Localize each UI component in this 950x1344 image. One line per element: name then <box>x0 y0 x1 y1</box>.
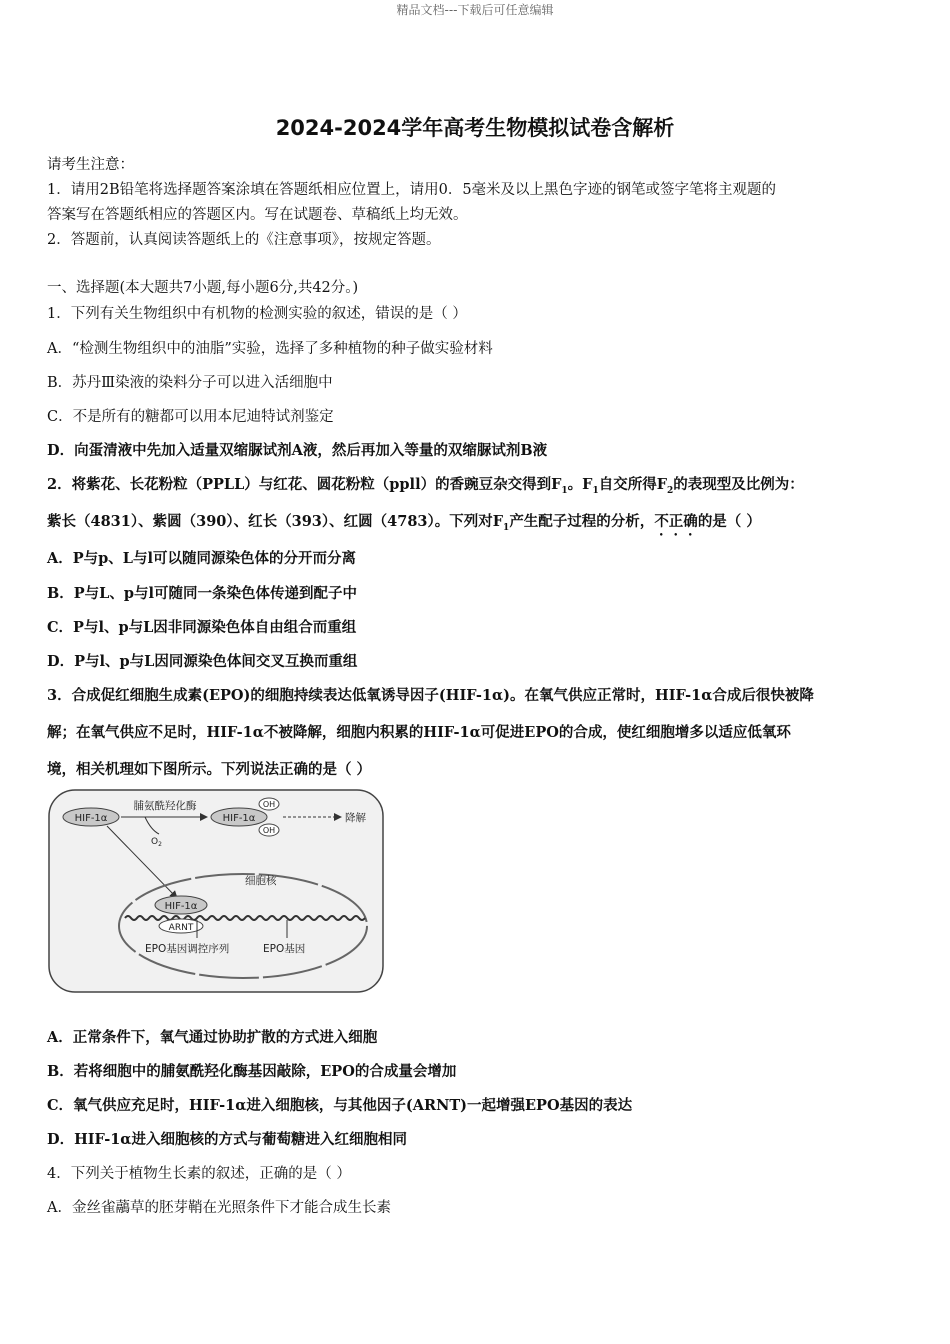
section-heading: 一、选择题(本大题共7小题,每小题6分,共42分。) <box>47 280 359 296</box>
q1-option-c: C．不是所有的糖都可以用本尼迪特试剂鉴定 <box>47 409 334 425</box>
q2-option-b: B．P与L、p与l可随同一条染色体传递到配子中 <box>47 585 357 602</box>
q3-option-a: A．正常条件下，氧气通过协助扩散的方式进入细胞 <box>47 1029 378 1046</box>
q4-option-a: A．金丝雀虉草的胚芽鞘在光照条件下才能合成生长素 <box>47 1200 391 1216</box>
dna-strand <box>125 916 365 920</box>
q3-option-d: D．HIF-1α进入细胞核的方式与葡萄糖进入红细胞相同 <box>47 1131 407 1148</box>
emphasis-text: 不正确 <box>654 513 698 530</box>
epo-gene-label: EPO基因 <box>263 943 306 955</box>
q2-option-d: D．P与l、p与L因同源染色体间交叉互换而重组 <box>47 653 358 670</box>
q1-option-a: A．“检测生物组织中的油脂”实验，选择了多种植物的种子做实验材料 <box>47 341 493 357</box>
arnt-label: ARNT <box>168 923 194 933</box>
q3-option-b: B．若将细胞中的脯氨酰羟化酶基因敲除，EPO的合成量会增加 <box>47 1063 457 1080</box>
q3-stem-line1: 3．合成促红细胞生成素(EPO)的细胞持续表达低氧诱导因子(HIF-1α)。在氧气供应正常时，HIF-1α合成后很快被降 <box>47 687 814 704</box>
q2-stem-line1: 2．将紫花、长花粉粒（PPLL）与红花、圆花粉粒（ppll）的香豌豆杂交得到$F_1$。$F_1$自交所得$F_2$的表现型及比例为： <box>47 476 804 496</box>
oh-label-bottom: OH <box>262 826 276 835</box>
q3-stem-line2: 解；在氧气供应不足时，HIF-1α不被降解，细胞内积累的HIF-1α可促进EPO的合成，使红细胞增多以适应低氧环 <box>47 724 791 741</box>
hif-label-1: HIF-1α <box>74 813 108 824</box>
hif-mechanism-diagram <box>47 786 385 996</box>
q2-option-a: A．P与p、L与l可以随同源染色体的分开而分离 <box>47 550 356 567</box>
hif-label-3: HIF-1α <box>164 901 198 912</box>
page-header: 精品文档---下载后可任意编辑 <box>396 3 554 17</box>
q2-option-c: C．P与l、p与L因非同源染色体自由组合而重组 <box>47 619 357 636</box>
nucleus-label: 细胞核 <box>245 875 277 887</box>
degrade-label: 降解 <box>345 812 366 824</box>
notice-item1-line1: 1．请用2B铅笔将选择题答案涂填在答题纸相应位置上，请用0．5毫米及以上黑色字迹的钢笔或签字笔将主观题的 <box>47 182 777 198</box>
q3-option-c: C．氧气供应充足时，HIF-1α进入细胞核，与其他因子(ARNT)一起增强EPO基因的表达 <box>47 1097 633 1114</box>
notice-item1-line2: 答案写在答题纸相应的答题区内。写在试题卷、草稿纸上均无效。 <box>47 207 468 223</box>
notice-heading: 请考生注意： <box>47 157 134 173</box>
enzyme-label: 脯氨酰羟化酶 <box>133 800 197 812</box>
q1-option-d: D．向蛋清液中先加入适量双缩脲试剂A液，然后再加入等量的双缩脲试剂B液 <box>47 442 548 459</box>
q1-option-b: B．苏丹Ⅲ染液的染料分子可以进入活细胞中 <box>47 375 333 391</box>
notice-item2: 2．答题前，认真阅读答题纸上的《注意事项》，按规定答题。 <box>47 232 441 248</box>
page-title: 2024-2024学年高考生物模拟试卷含解析 <box>275 116 675 140</box>
q3-stem-line3: 境，相关机理如下图所示。下列说法正确的是（ ） <box>47 761 372 778</box>
q1-stem: 1．下列有关生物组织中有机物的检测实验的叙述，错误的是（ ） <box>47 306 467 322</box>
hif-label-2: HIF-1α <box>222 813 256 824</box>
oh-label-top: OH <box>262 800 276 809</box>
q4-stem: 4．下列关于植物生长素的叙述，正确的是（ ） <box>47 1166 351 1182</box>
o2-label: $O_2$ <box>151 837 162 848</box>
q2-stem-line2: 紫长（4831）、紫圆（390）、红长（393）、红圆（4783）。下列对$F_1$产生配子过程的分析，不正确的是（ ） <box>47 513 761 533</box>
epo-regulatory-label: EPO基因调控序列 <box>145 943 230 955</box>
